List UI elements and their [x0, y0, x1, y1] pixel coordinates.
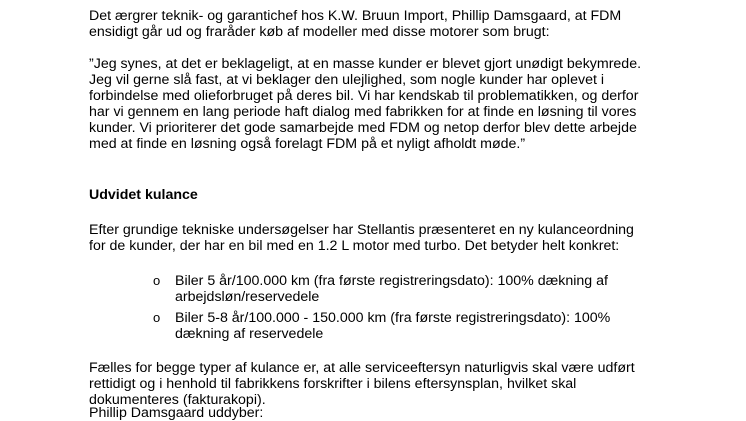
- common-paragraph: Fælles for begge typer af kulance er, at alle serviceeftersyn naturligvis skal være udført rettidigt og i henhold til fabrikkens forskrifter i bilens eftersynsplan, hvilket skal dokumenteres (fakturakopi).: [89, 360, 635, 408]
- closing-paragraph: Phillip Damsgaard uddyber:: [89, 405, 264, 421]
- intro-paragraph: Det ærgrer teknik- og garantichef hos K.W. Bruun Import, Phillip Damsgaard, at FDM ensidigt går ud og fraråder køb af modeller med disse motorer som brugt:: [89, 8, 622, 40]
- list-item: [153, 273, 713, 305]
- bullet-marker-icon: o: [153, 310, 161, 325]
- list-item-text: Biler 5-8 år/100.000 - 150.000 km (fra første registreringsdato): 100% dækning af reservedele: [175, 310, 611, 342]
- bullet-marker-icon: o: [153, 273, 161, 288]
- quote-paragraph: ”Jeg synes, at det er beklageligt, at en masse kunder er blevet gjort unødigt bekymrede. Jeg vil gerne slå fast, at vi beklager den ulejlighed, som nogle kunder har oplevet i forbindelse med olieforbruget på deres bil. Vi har kendskab til problematikken, og derfor har vi gennem en lang periode haft dialog med fabrikken for at finde en løsning til vores kunder. Vi prioriterer det gode samarbejde med FDM og netop derfor blev dette arbejde med at finde en løsning også forelagt FDM på et nyligt afholdt møde.”: [89, 56, 642, 152]
- section-heading: Udvidet kulance: [89, 187, 198, 203]
- list-item: [153, 310, 713, 342]
- list-item-text: Biler 5 år/100.000 km (fra første registreringsdato): 100% dækning af arbejdsløn/reservedele: [175, 273, 608, 305]
- stellantis-paragraph: Efter grundige tekniske undersøgelser har Stellantis præsenteret en ny kulanceordning for de kunder, der har en bil med en 1.2 L motor med turbo. Det betyder helt konkret:: [89, 222, 634, 254]
